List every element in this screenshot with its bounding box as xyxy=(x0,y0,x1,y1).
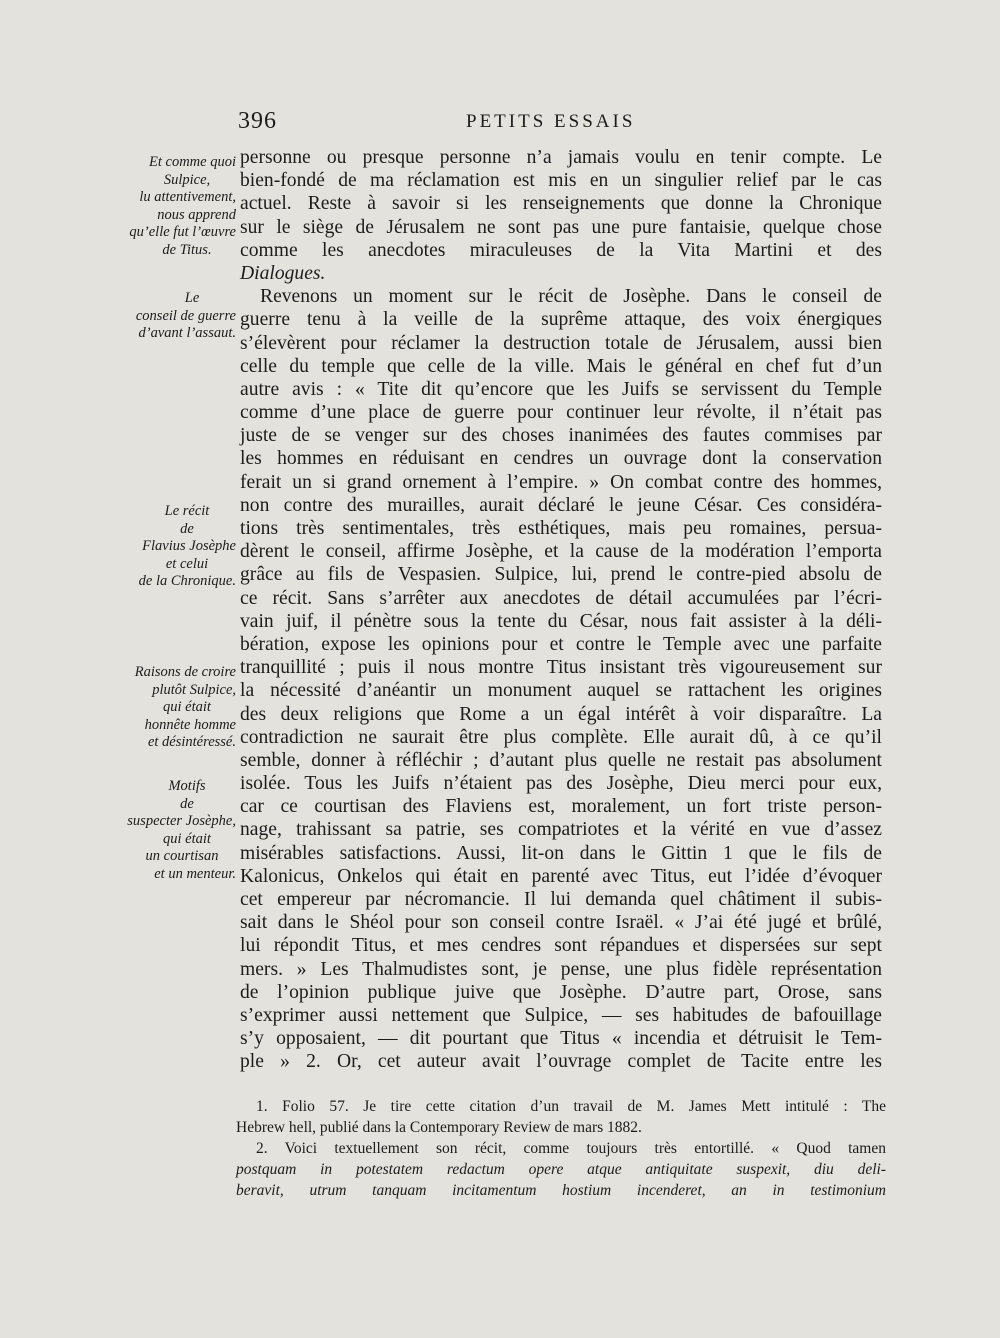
text-line: mers. » Les Thalmudistes sont, je pense, une plus fidèle représentation xyxy=(240,958,882,980)
text-line: dèrent le conseil, affirme Josèphe, et la cause de la modération l’emporta xyxy=(240,541,882,563)
text-line: vain juif, il pénètre sous la tente du César, nous fait assister à la déli- xyxy=(240,610,882,632)
text-line: autre avis : « Tite dit qu’encore que les Juifs se servissent du Temple xyxy=(240,378,882,400)
running-title: PETITS ESSAIS xyxy=(466,111,636,132)
text-line: s’élevèrent pour réclamer la destruction totale de Jérusalem, aussi bien xyxy=(240,332,882,354)
text-line: ple » 2. Or, cet auteur avait l’ouvrage complet de Tacite entre les xyxy=(240,1051,882,1073)
footnotes xyxy=(236,1096,886,1201)
footnote-line: 2. Voici textuellement son récit, comme toujours très entortillé. « Quod tamen xyxy=(256,1140,886,1157)
text-line: car ce courtisan des Flaviens est, moralement, un fort triste person- xyxy=(240,796,882,818)
text-line: s’exprimer aussi nettement que Sulpice, — ses habitudes de bafouillage xyxy=(240,1004,882,1026)
text-line: lui répondit Titus, et mes cendres sont répandues et dispersées sur sept xyxy=(240,935,882,957)
text-line: Kalonicus, Onkelos qui était en parenté avec Titus, eut l’idée d’évoquer xyxy=(240,865,882,887)
text-line: la nécessité d’anéantir un monument auquel se rattachent les origines xyxy=(240,680,882,702)
text-line: nage, trahissant sa patrie, ses compatriotes et la vérité en vue d’assez xyxy=(240,819,882,841)
text-line: semble, donner à réfléchir ; d’autant plus quelle ne restait pas absolument xyxy=(240,749,882,771)
page-number: 396 xyxy=(238,108,277,134)
text-line: s’y opposaient, — dit pourtant que Titus « incendia et détruisit le Tem- xyxy=(240,1028,882,1050)
text-line: sur le siège de Jérusalem ne sont pas une pure fantaisie, quelque chose xyxy=(240,216,882,238)
margin-note: Et comme quoi Sulpice, lu attentivement, nous apprend qu’elle fut l’œuvre de Titus. xyxy=(129,154,236,258)
margin-note: Motifs de suspecter Josèphe, qui était un courtisan et un menteur. xyxy=(127,778,236,882)
text-line: isolée. Tous les Juifs n’étaient pas des Josèphe, Dieu merci pour eux, xyxy=(240,773,882,795)
text-line: ce récit. Sans s’arrêter aux anecdotes de détail accumulées par l’écri- xyxy=(240,587,882,609)
margin-note: Raisons de croire plutôt Sulpice, qui était honnête homme et désintéressé. xyxy=(134,664,236,750)
text-line: sait dans le Shéol pour son conseil contre Israël. « J’ai été jugé et brûlé, xyxy=(240,912,882,934)
text-line: de l’opinion publique juive que Josèphe. D’autre part, Orose, sans xyxy=(240,981,882,1003)
text-line: bien-fondé de ma réclamation est mis en un singulier relief par le cas xyxy=(240,170,882,192)
text-line: comme les anecdotes miraculeuses de la Vita Martini et des xyxy=(240,239,882,261)
text-line: les hommes en réduisant en cendres un ouvrage dont la conservation xyxy=(240,448,882,470)
page-header xyxy=(0,108,1000,138)
footnote-line: postquam in potestatem redactum opere atque antiquitate suspexit, diu deli- xyxy=(236,1161,886,1178)
footnote-line: beravit, utrum tanquam incitamentum hostium incenderet, an in testimonium xyxy=(236,1182,886,1199)
text-line: Dialogues. xyxy=(240,262,326,284)
text-line: des deux religions que Rome a un égal intérêt à voir disparaître. La xyxy=(240,703,882,725)
text-line: misérables satisfactions. Aussi, lit-on dans le Gittin 1 que le fils de xyxy=(240,842,882,864)
footnote-line: Hebrew hell, publié dans la Contemporary Review de mars 1882. xyxy=(236,1119,642,1136)
text-line: guerre tenu à la veille de la suprême attaque, des voix énergiques xyxy=(240,309,882,331)
margin-note: Le conseil de guerre d’avant l’assaut. xyxy=(135,290,236,341)
text-line: ferait un si grand ornement à l’empire. » On combat contre des hommes, xyxy=(240,471,882,493)
text-line: cet empereur par nécromancie. Il lui demanda quel châtiment il subis- xyxy=(240,889,882,910)
text-line: celle du temple que celle de la ville. Mais le général en chef fut d’un xyxy=(240,355,882,377)
text-line: comme d’une place de guerre pour continuer leur révolte, il n’était pas xyxy=(240,402,882,424)
body-text xyxy=(240,146,882,1074)
margin-note: Le récit de Flavius Josèphe et celui de la Chronique. xyxy=(138,503,236,589)
text-line: actuel. Reste à savoir si les renseignements que donne la Chronique xyxy=(240,193,882,215)
text-line: juste de se venger sur des choses inanimées des fautes commises par xyxy=(240,425,882,447)
text-line: personne ou presque personne n’a jamais voulu en tenir compte. Le xyxy=(240,147,882,168)
text-line: tions très sentimentales, très esthétiques, mais peu romaines, persua- xyxy=(240,518,882,539)
text-line: Revenons un moment sur le récit de Josèphe. Dans le conseil de xyxy=(260,286,882,308)
text-line: tranquillité ; puis il nous montre Titus insistant très vigoureusement sur xyxy=(240,657,882,679)
text-line: grâce au fils de Vespasien. Sulpice, lui, prend le contre-pied absolu de xyxy=(240,564,882,586)
text-line: contradiction ne saurait être plus complète. Elle aurait dû, à ce qu’il xyxy=(240,726,882,748)
text-line: bération, expose les opinions pour et contre le Temple avec une parfaite xyxy=(240,633,882,655)
text-line: non contre des murailles, aurait déclaré le jeune César. Ces considéra- xyxy=(240,494,882,516)
footnote-line: 1. Folio 57. Je tire cette citation d’un travail de M. James Mett intitulé : The xyxy=(256,1098,886,1115)
